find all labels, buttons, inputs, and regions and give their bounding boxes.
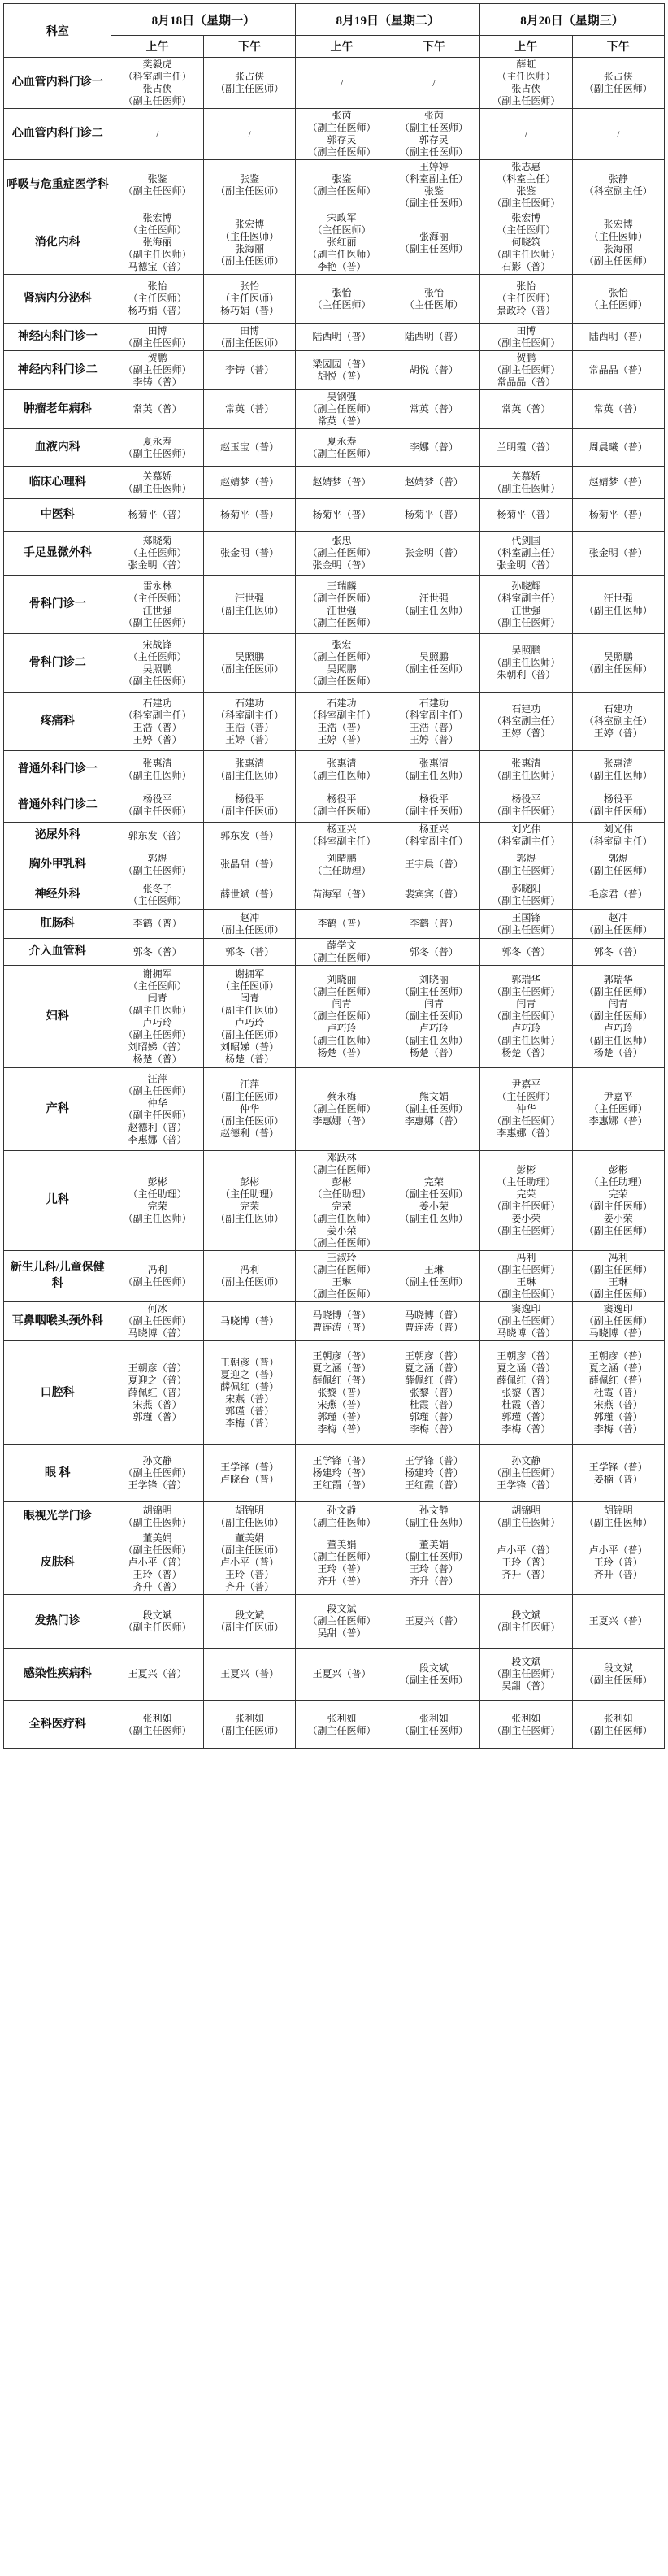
- schedule-cell-pm: 石建功 （科室副主任） 王浩（普） 王婷（普）: [203, 693, 295, 751]
- schedule-cell-am: 郭冬（普）: [480, 939, 572, 966]
- schedule-cell-pm: 张占侠 （副主任医师）: [572, 58, 664, 109]
- table-row: [4, 634, 665, 693]
- table-row: [4, 576, 665, 634]
- schedule-cell-pm: 王学锋（普） 姜楠（普）: [572, 1445, 664, 1502]
- schedule-cell-pm: 张金明（普）: [388, 532, 479, 576]
- schedule-cell-am: 王国锋 （副主任医师）: [480, 910, 572, 939]
- department-name: 耳鼻咽喉头颈外科: [4, 1302, 111, 1341]
- schedule-cell-am: 杨役平 （副主任医师）: [480, 788, 572, 823]
- schedule-cell-pm: 杨菊平（普）: [388, 499, 479, 532]
- department-name: 呼吸与危重症医学科: [4, 160, 111, 211]
- schedule-cell-pm: 张静 （科室副主任）: [572, 160, 664, 211]
- schedule-cell-pm: 张利如 （副主任医师）: [572, 1701, 664, 1749]
- department-name: 皮肤科: [4, 1531, 111, 1595]
- schedule-cell-am: 张惠清 （副主任医师）: [111, 751, 203, 788]
- date-header-day3: 8月20日（星期三）: [480, 4, 665, 36]
- table-row: [4, 1649, 665, 1701]
- schedule-cell-pm: 王朝彦（普） 夏之涵（普） 薛佩红（普） 张黎（普） 杜霞（普） 郭瑾（普） 李梅（普）: [388, 1341, 479, 1445]
- schedule-cell-pm: 郭冬（普）: [203, 939, 295, 966]
- schedule-cell-pm: 张利如 （副主任医师）: [203, 1701, 295, 1749]
- table-row: [4, 351, 665, 390]
- table-row: [4, 1445, 665, 1502]
- pm-header: 下午: [388, 36, 479, 58]
- department-name: 心血管内科门诊二: [4, 109, 111, 160]
- schedule-cell-pm: 张金明（普）: [203, 532, 295, 576]
- schedule-cell-am: 张茵 （副主任医师） 郭存灵 （副主任医师）: [296, 109, 388, 160]
- schedule-cell-am: /: [111, 109, 203, 160]
- schedule-cell-pm: 张金明（普）: [572, 532, 664, 576]
- schedule-cell-am: 郭东发（普）: [111, 823, 203, 849]
- schedule-cell-am: 张鉴 （副主任医师）: [296, 160, 388, 211]
- schedule-cell-pm: 张茵 （副主任医师） 郭存灵 （副主任医师）: [388, 109, 479, 160]
- schedule-cell-pm: 石建功 （科室副主任） 王婷（普）: [572, 693, 664, 751]
- schedule-cell-pm: 张宏博 （主任医师） 张海丽 （副主任医师）: [572, 211, 664, 275]
- schedule-cell-am: 杨役平 （副主任医师）: [111, 788, 203, 823]
- schedule-cell-am: 郭煜 （副主任医师）: [111, 849, 203, 880]
- schedule-cell-am: 关慕娇 （副主任医师）: [480, 467, 572, 499]
- schedule-cell-pm: 杨菊平（普）: [203, 499, 295, 532]
- schedule-table: [3, 3, 665, 1749]
- table-row: [4, 429, 665, 467]
- schedule-cell-am: 张利如 （副主任医师）: [296, 1701, 388, 1749]
- date-header-day1: 8月18日（星期一）: [111, 4, 296, 36]
- schedule-cell-pm: 董美娟 （副主任医师） 卢小平（普） 王玲（普） 齐升（普）: [203, 1531, 295, 1595]
- schedule-cell-am: 张利如 （副主任医师）: [111, 1701, 203, 1749]
- schedule-cell-am: 段文斌 （副主任医师）: [480, 1595, 572, 1649]
- schedule-cell-am: 李鹤（普）: [111, 910, 203, 939]
- table-row: [4, 1701, 665, 1749]
- department-name: 普通外科门诊二: [4, 788, 111, 823]
- schedule-cell-am: 王瑞麟 （副主任医师） 汪世强 （副主任医师）: [296, 576, 388, 634]
- schedule-cell-pm: 王学锋（普） 杨建玲（普） 王红霞（普）: [388, 1445, 479, 1502]
- schedule-cell-am: 王朝彦（普） 夏之涵（普） 薛佩红（普） 张黎（普） 杜霞（普） 郭瑾（普） 李梅（普）: [480, 1341, 572, 1445]
- schedule-cell-pm: 孙文静 （副主任医师）: [388, 1502, 479, 1531]
- schedule-cell-pm: 陆西明（普）: [388, 324, 479, 351]
- table-row: [4, 910, 665, 939]
- schedule-cell-pm: 段文斌 （副主任医师）: [388, 1649, 479, 1701]
- department-name: 发热门诊: [4, 1595, 111, 1649]
- table-row: [4, 211, 665, 275]
- schedule-cell-pm: 张怡 （主任医师）: [388, 275, 479, 324]
- department-name: 新生儿科/儿童保健科: [4, 1251, 111, 1302]
- schedule-cell-pm: 杨亚兴 （科室副主任）: [388, 823, 479, 849]
- schedule-cell-pm: 王琳 （副主任医师）: [388, 1251, 479, 1302]
- schedule-cell-pm: 王夏兴（普）: [203, 1649, 295, 1701]
- table-row: [4, 160, 665, 211]
- schedule-cell-am: 王夏兴（普）: [296, 1649, 388, 1701]
- schedule-cell-am: 苗海军（普）: [296, 880, 388, 910]
- schedule-cell-am: 胡锦明 （副主任医师）: [111, 1502, 203, 1531]
- schedule-cell-am: 孙晓辉 （科室副主任） 汪世强 （副主任医师）: [480, 576, 572, 634]
- schedule-cell-pm: 胡悦（普）: [388, 351, 479, 390]
- department-name: 消化内科: [4, 211, 111, 275]
- department-name: 心血管内科门诊一: [4, 58, 111, 109]
- schedule-cell-pm: 张惠清 （副主任医师）: [572, 751, 664, 788]
- schedule-cell-pm: 张鉴 （副主任医师）: [203, 160, 295, 211]
- schedule-cell-am: 邓跃林 （副主任医师） 彭彬 （主任助理） 完荣 （副主任医师） 姜小荣 （副主任医师）: [296, 1151, 388, 1251]
- schedule-cell-am: 张宏 （副主任医师） 吴照鹏 （副主任医师）: [296, 634, 388, 693]
- schedule-cell-am: 冯利 （副主任医师） 王琳 （副主任医师）: [480, 1251, 572, 1302]
- schedule-cell-pm: 郭煜 （副主任医师）: [572, 849, 664, 880]
- schedule-cell-am: 郭瑞华 （副主任医师） 闫青 （副主任医师） 卢巧玲 （副主任医师） 杨楚（普）: [480, 966, 572, 1068]
- schedule-cell-pm: 常英（普）: [572, 390, 664, 429]
- schedule-cell-pm: 张怡 （主任医师）: [572, 275, 664, 324]
- schedule-cell-am: 常英（普）: [480, 390, 572, 429]
- schedule-cell-pm: 王夏兴（普）: [572, 1595, 664, 1649]
- schedule-cell-pm: 马晓博（普） 曹连涛（普）: [388, 1302, 479, 1341]
- schedule-cell-am: 关慕娇 （副主任医师）: [111, 467, 203, 499]
- schedule-cell-pm: 陆西明（普）: [572, 324, 664, 351]
- schedule-cell-pm: 吴照鹏 （副主任医师）: [572, 634, 664, 693]
- department-name: 泌尿外科: [4, 823, 111, 849]
- schedule-cell-pm: 段文斌 （副主任医师）: [572, 1649, 664, 1701]
- department-name: 感染性疾病科: [4, 1649, 111, 1701]
- schedule-cell-am: 张怡 （主任医师） 景政玲（普）: [480, 275, 572, 324]
- schedule-cell-pm: 杨役平 （副主任医师）: [572, 788, 664, 823]
- schedule-cell-am: 田博 （副主任医师）: [480, 324, 572, 351]
- schedule-cell-am: 王朝彦（普） 夏迎之（普） 薛佩红（普） 宋燕（普） 郭瑾（普）: [111, 1341, 203, 1445]
- schedule-cell-am: 刘晓丽 （副主任医师） 闫青 （副主任医师） 卢巧玲 （副主任医师） 杨楚（普）: [296, 966, 388, 1068]
- schedule-cell-am: 谢拥军 （主任医师） 闫青 （副主任医师） 卢巧玲 （副主任医师） 刘昭娣（普） 杨楚（普）: [111, 966, 203, 1068]
- department-name: 口腔科: [4, 1341, 111, 1445]
- schedule-cell-pm: 董美娟 （副主任医师） 王玲（普） 齐升（普）: [388, 1531, 479, 1595]
- schedule-cell-am: 汪萍 （副主任医师） 仲华 （副主任医师） 赵德利（普） 李惠娜（普）: [111, 1068, 203, 1151]
- department-name: 妇科: [4, 966, 111, 1068]
- table-row: [4, 1531, 665, 1595]
- schedule-cell-pm: 张晶甜（普）: [203, 849, 295, 880]
- schedule-cell-pm: 段文斌 （副主任医师）: [203, 1595, 295, 1649]
- table-row: [4, 390, 665, 429]
- department-name: 普通外科门诊一: [4, 751, 111, 788]
- schedule-cell-am: 张宏博 （主任医师） 张海丽 （副主任医师） 马德宝（普）: [111, 211, 203, 275]
- schedule-cell-pm: 张惠清 （副主任医师）: [388, 751, 479, 788]
- schedule-cell-pm: 赵冲 （副主任医师）: [572, 910, 664, 939]
- department-name: 疼痛科: [4, 693, 111, 751]
- schedule-cell-pm: 张宏博 （主任医师） 张海丽 （副主任医师）: [203, 211, 295, 275]
- table-row: [4, 1341, 665, 1445]
- table-row: [4, 1151, 665, 1251]
- schedule-cell-pm: 汪世强 （副主任医师）: [572, 576, 664, 634]
- schedule-cell-am: 宋政军 （主任医师） 张红丽 （副主任医师） 李艳（普）: [296, 211, 388, 275]
- schedule-cell-pm: /: [572, 109, 664, 160]
- department-name: 全科医疗科: [4, 1701, 111, 1749]
- department-name: 中医科: [4, 499, 111, 532]
- schedule-cell-am: 张冬子 （主任医师）: [111, 880, 203, 910]
- schedule-cell-am: 李鹤（普）: [296, 910, 388, 939]
- schedule-cell-am: 胡锦明 （副主任医师）: [480, 1502, 572, 1531]
- schedule-cell-pm: 李娜（普）: [388, 429, 479, 467]
- table-row: [4, 751, 665, 788]
- schedule-cell-pm: 郭冬（普）: [388, 939, 479, 966]
- schedule-cell-pm: 刘晓丽 （副主任医师） 闫青 （副主任医师） 卢巧玲 （副主任医师） 杨楚（普）: [388, 966, 479, 1068]
- schedule-cell-am: 张怡 （主任医师）: [296, 275, 388, 324]
- schedule-cell-pm: 张怡 （主任医师） 杨巧娟（普）: [203, 275, 295, 324]
- schedule-cell-pm: 吴照鹏 （副主任医师）: [203, 634, 295, 693]
- schedule-cell-pm: 汪萍 （副主任医师） 仲华 （副主任医师） 赵德利（普）: [203, 1068, 295, 1151]
- schedule-cell-am: 吴照鹏 （副主任医师） 朱朝利（普）: [480, 634, 572, 693]
- department-name: 神经内科门诊一: [4, 324, 111, 351]
- schedule-cell-am: 常英（普）: [111, 390, 203, 429]
- schedule-cell-am: 郭煜 （副主任医师）: [480, 849, 572, 880]
- am-header: 上午: [111, 36, 203, 58]
- schedule-cell-am: 张惠清 （副主任医师）: [480, 751, 572, 788]
- schedule-cell-am: 张怡 （主任医师） 杨巧娟（普）: [111, 275, 203, 324]
- schedule-cell-pm: 张惠清 （副主任医师）: [203, 751, 295, 788]
- schedule-cell-am: 马晓博（普） 曹连涛（普）: [296, 1302, 388, 1341]
- table-row: [4, 1502, 665, 1531]
- schedule-cell-am: 薛学文 （副主任医师）: [296, 939, 388, 966]
- schedule-cell-am: /: [480, 109, 572, 160]
- department-name: 产科: [4, 1068, 111, 1151]
- schedule-cell-pm: 卢小平（普） 王玲（普） 齐升（普）: [572, 1531, 664, 1595]
- schedule-cell-am: 夏永寿 （副主任医师）: [296, 429, 388, 467]
- schedule-cell-pm: /: [203, 109, 295, 160]
- schedule-cell-am: 彭彬 （主任助理） 完荣 （副主任医师） 姜小荣 （副主任医师）: [480, 1151, 572, 1251]
- department-name: 血液内科: [4, 429, 111, 467]
- table-row: [4, 823, 665, 849]
- table-row: [4, 1251, 665, 1302]
- table-row: [4, 58, 665, 109]
- schedule-cell-am: 雷永林 （主任医师） 汪世强 （副主任医师）: [111, 576, 203, 634]
- table-row: [4, 939, 665, 966]
- schedule-cell-pm: 刘光伟 （科室副主任）: [572, 823, 664, 849]
- table-row: [4, 532, 665, 576]
- schedule-cell-pm: 杨役平 （副主任医师）: [203, 788, 295, 823]
- department-name: 肛肠科: [4, 910, 111, 939]
- schedule-cell-am: 夏永寿 （副主任医师）: [111, 429, 203, 467]
- schedule-cell-am: 刘光伟 （科室副主任）: [480, 823, 572, 849]
- department-name: 儿科: [4, 1151, 111, 1251]
- schedule-cell-pm: 完荣 （副主任医师） 姜小荣 （副主任医师）: [388, 1151, 479, 1251]
- department-name: 肾病内分泌科: [4, 275, 111, 324]
- schedule-cell-am: /: [296, 58, 388, 109]
- schedule-cell-am: 张忠 （副主任医师） 张金明（普）: [296, 532, 388, 576]
- schedule-cell-am: 冯利 （副主任医师）: [111, 1251, 203, 1302]
- schedule-cell-am: 贺鹏 （副主任医师） 李铸（普）: [111, 351, 203, 390]
- department-name: 胸外甲乳科: [4, 849, 111, 880]
- schedule-cell-pm: 尹嘉平 （主任医师） 李惠娜（普）: [572, 1068, 664, 1151]
- schedule-cell-pm: 李鹤（普）: [388, 910, 479, 939]
- schedule-cell-pm: 赵婧梦（普）: [572, 467, 664, 499]
- department-column-header: 科室: [4, 4, 111, 58]
- schedule-cell-am: 窦逸印 （副主任医师） 马晓博（普）: [480, 1302, 572, 1341]
- department-name: 骨科门诊一: [4, 576, 111, 634]
- schedule-cell-pm: 王宇晨（普）: [388, 849, 479, 880]
- table-row: [4, 275, 665, 324]
- schedule-cell-am: 张鉴 （副主任医师）: [111, 160, 203, 211]
- schedule-cell-am: 卢小平（普） 王玲（普） 齐升（普）: [480, 1531, 572, 1595]
- schedule-cell-am: 王学锋（普） 杨建玲（普） 王红霞（普）: [296, 1445, 388, 1502]
- department-name: 眼 科: [4, 1445, 111, 1502]
- schedule-cell-am: 张利如 （副主任医师）: [480, 1701, 572, 1749]
- schedule-cell-pm: 胡锦明 （副主任医师）: [203, 1502, 295, 1531]
- schedule-cell-pm: 王学锋（普） 卢晓台（普）: [203, 1445, 295, 1502]
- table-row: [4, 966, 665, 1068]
- department-name: 介入血管科: [4, 939, 111, 966]
- schedule-cell-am: 孙文静 （副主任医师）: [296, 1502, 388, 1531]
- am-header: 上午: [480, 36, 572, 58]
- department-name: 神经外科: [4, 880, 111, 910]
- department-name: 肿瘤老年病科: [4, 390, 111, 429]
- schedule-cell-am: 石建功 （科室副主任） 王浩（普） 王婷（普）: [111, 693, 203, 751]
- schedule-cell-am: 段文斌 （副主任医师） 吴甜（普）: [480, 1649, 572, 1701]
- schedule-cell-pm: 常晶晶（普）: [572, 351, 664, 390]
- table-row: [4, 109, 665, 160]
- schedule-cell-am: 宋战锋 （主任医师） 吴照鹏 （副主任医师）: [111, 634, 203, 693]
- schedule-cell-am: 代剑国 （科室副主任） 张金明（普）: [480, 532, 572, 576]
- schedule-cell-pm: 冯利 （副主任医师） 王琳 （副主任医师）: [572, 1251, 664, 1302]
- schedule-cell-am: 段文斌 （副主任医师）: [111, 1595, 203, 1649]
- schedule-cell-pm: 郭瑞华 （副主任医师） 闫青 （副主任医师） 卢巧玲 （副主任医师） 杨楚（普）: [572, 966, 664, 1068]
- schedule-cell-am: 段文斌 （副主任医师） 吴甜（普）: [296, 1595, 388, 1649]
- schedule-cell-pm: 杨菊平（普）: [572, 499, 664, 532]
- schedule-cell-am: 田博 （副主任医师）: [111, 324, 203, 351]
- schedule-cell-pm: 郭东发（普）: [203, 823, 295, 849]
- schedule-cell-pm: 彭彬 （主任助理） 完荣 （副主任医师） 姜小荣 （副主任医师）: [572, 1151, 664, 1251]
- table-row: [4, 849, 665, 880]
- date-header-day2: 8月19日（星期二）: [296, 4, 480, 36]
- schedule-cell-am: 刘晴鹏 （主任助理）: [296, 849, 388, 880]
- schedule-cell-am: 张志惠 （科室主任） 张鉴 （副主任医师）: [480, 160, 572, 211]
- schedule-cell-am: 梁园园（普） 胡悦（普）: [296, 351, 388, 390]
- schedule-cell-am: 彭彬 （主任助理） 完荣 （副主任医师）: [111, 1151, 203, 1251]
- schedule-cell-pm: 赵冲 （副主任医师）: [203, 910, 295, 939]
- table-row: [4, 788, 665, 823]
- schedule-cell-pm: 汪世强 （副主任医师）: [203, 576, 295, 634]
- schedule-body: [4, 58, 665, 1749]
- schedule-cell-pm: 熊文娟 （副主任医师） 李惠娜（普）: [388, 1068, 479, 1151]
- schedule-cell-am: 陆西明（普）: [296, 324, 388, 351]
- schedule-cell-pm: 谢拥军 （主任医师） 闫青 （副主任医师） 卢巧玲 （副主任医师） 刘昭娣（普） 杨楚（普）: [203, 966, 295, 1068]
- department-name: 眼视光学门诊: [4, 1502, 111, 1531]
- schedule-cell-am: 孙文静 （副主任医师） 王学锋（普）: [111, 1445, 203, 1502]
- schedule-cell-am: 樊毅虎 （科室副主任） 张占侠 （副主任医师）: [111, 58, 203, 109]
- schedule-cell-am: 吴钢强 （副主任医师） 常英（普）: [296, 390, 388, 429]
- schedule-cell-am: 董美娟 （副主任医师） 王玲（普） 齐升（普）: [296, 1531, 388, 1595]
- schedule-cell-pm: 石建功 （科室副主任） 王浩（普） 王婷（普）: [388, 693, 479, 751]
- schedule-cell-am: 贺鹏 （副主任医师） 常晶晶（普）: [480, 351, 572, 390]
- table-row: [4, 1068, 665, 1151]
- schedule-cell-pm: 彭彬 （主任助理） 完荣 （副主任医师）: [203, 1151, 295, 1251]
- department-name: 神经内科门诊二: [4, 351, 111, 390]
- schedule-cell-am: 赵婧梦（普）: [296, 467, 388, 499]
- schedule-cell-am: 杨役平 （副主任医师）: [296, 788, 388, 823]
- schedule-cell-pm: 裴宾宾（普）: [388, 880, 479, 910]
- schedule-cell-am: 张宏博 （主任医师） 何晓筑 （副主任医师） 石影（普）: [480, 211, 572, 275]
- schedule-cell-am: 王夏兴（普）: [111, 1649, 203, 1701]
- schedule-cell-am: 杨菊平（普）: [296, 499, 388, 532]
- schedule-cell-am: 杨菊平（普）: [480, 499, 572, 532]
- schedule-cell-pm: 王夏兴（普）: [388, 1595, 479, 1649]
- department-name: 手足显微外科: [4, 532, 111, 576]
- schedule-cell-am: 尹嘉平 （主任医师） 仲华 （副主任医师） 李惠娜（普）: [480, 1068, 572, 1151]
- schedule-cell-pm: 田博 （副主任医师）: [203, 324, 295, 351]
- schedule-cell-pm: /: [388, 58, 479, 109]
- schedule-cell-pm: 冯利 （副主任医师）: [203, 1251, 295, 1302]
- schedule-cell-pm: 毛彦君（普）: [572, 880, 664, 910]
- schedule-cell-am: 王淑玲 （副主任医师） 王琳 （副主任医师）: [296, 1251, 388, 1302]
- schedule-cell-am: 郭冬（普）: [111, 939, 203, 966]
- schedule-cell-am: 孙文静 （副主任医师） 王学锋（普）: [480, 1445, 572, 1502]
- schedule-cell-pm: 周晨曦（普）: [572, 429, 664, 467]
- department-name: 临床心理科: [4, 467, 111, 499]
- schedule-cell-am: 王朝彦（普） 夏之涵（普） 薛佩红（普） 张黎（普） 宋燕（普） 郭瑾（普） 李梅（普）: [296, 1341, 388, 1445]
- schedule-cell-pm: 张占侠 （副主任医师）: [203, 58, 295, 109]
- schedule-cell-pm: 赵婧梦（普）: [203, 467, 295, 499]
- schedule-cell-am: 石建功 （科室副主任） 王浩（普） 王婷（普）: [296, 693, 388, 751]
- schedule-cell-am: 杨菊平（普）: [111, 499, 203, 532]
- schedule-cell-pm: 汪世强 （副主任医师）: [388, 576, 479, 634]
- schedule-cell-pm: 薛世斌（普）: [203, 880, 295, 910]
- schedule-cell-am: 兰明霞（普）: [480, 429, 572, 467]
- table-row: [4, 693, 665, 751]
- table-row: [4, 467, 665, 499]
- schedule-cell-am: 杨亚兴 （科室副主任）: [296, 823, 388, 849]
- table-row: [4, 324, 665, 351]
- table-row: [4, 499, 665, 532]
- schedule-cell-pm: 李铸（普）: [203, 351, 295, 390]
- schedule-cell-pm: 杨役平 （副主任医师）: [388, 788, 479, 823]
- schedule-cell-am: 郑晓菊 （主任医师） 张金明（普）: [111, 532, 203, 576]
- department-name: 骨科门诊二: [4, 634, 111, 693]
- schedule-cell-pm: 赵玉宝（普）: [203, 429, 295, 467]
- schedule-cell-pm: 常英（普）: [388, 390, 479, 429]
- schedule-cell-pm: 窦逸印 （副主任医师） 马晓博（普）: [572, 1302, 664, 1341]
- schedule-cell-am: 董美娟 （副主任医师） 卢小平（普） 王玲（普） 齐升（普）: [111, 1531, 203, 1595]
- table-row: [4, 1595, 665, 1649]
- schedule-cell-am: 郝晓阳 （副主任医师）: [480, 880, 572, 910]
- pm-header: 下午: [572, 36, 664, 58]
- am-header: 上午: [296, 36, 388, 58]
- schedule-cell-pm: 王朝彦（普） 夏迎之（普） 薛佩红（普） 宋燕（普） 郭瑾（普） 李梅（普）: [203, 1341, 295, 1445]
- schedule-cell-pm: 张利如 （副主任医师）: [388, 1701, 479, 1749]
- pm-header: 下午: [203, 36, 295, 58]
- schedule-cell-pm: 马晓博（普）: [203, 1302, 295, 1341]
- schedule-cell-am: 蔡永梅 （副主任医师） 李惠娜（普）: [296, 1068, 388, 1151]
- schedule-cell-pm: 胡锦明 （副主任医师）: [572, 1502, 664, 1531]
- schedule-cell-pm: 吴照鹏 （副主任医师）: [388, 634, 479, 693]
- table-row: [4, 1302, 665, 1341]
- schedule-cell-am: 何冰 （副主任医师） 马晓博（普）: [111, 1302, 203, 1341]
- schedule-cell-pm: 郭冬（普）: [572, 939, 664, 966]
- table-row: [4, 880, 665, 910]
- schedule-cell-pm: 王朝彦（普） 夏之涵（普） 薛佩红（普） 杜霞（普） 宋燕（普） 郭瑾（普） 李梅（普）: [572, 1341, 664, 1445]
- schedule-cell-pm: 赵婧梦（普）: [388, 467, 479, 499]
- schedule-cell-am: 张惠清 （副主任医师）: [296, 751, 388, 788]
- schedule-cell-pm: 王婷婷 （科室副主任） 张鉴 （副主任医师）: [388, 160, 479, 211]
- schedule-cell-pm: 常英（普）: [203, 390, 295, 429]
- schedule-cell-pm: 张海丽 （副主任医师）: [388, 211, 479, 275]
- schedule-cell-am: 薛虹 （主任医师） 张占侠 （副主任医师）: [480, 58, 572, 109]
- schedule-cell-am: 石建功 （科室副主任） 王婷（普）: [480, 693, 572, 751]
